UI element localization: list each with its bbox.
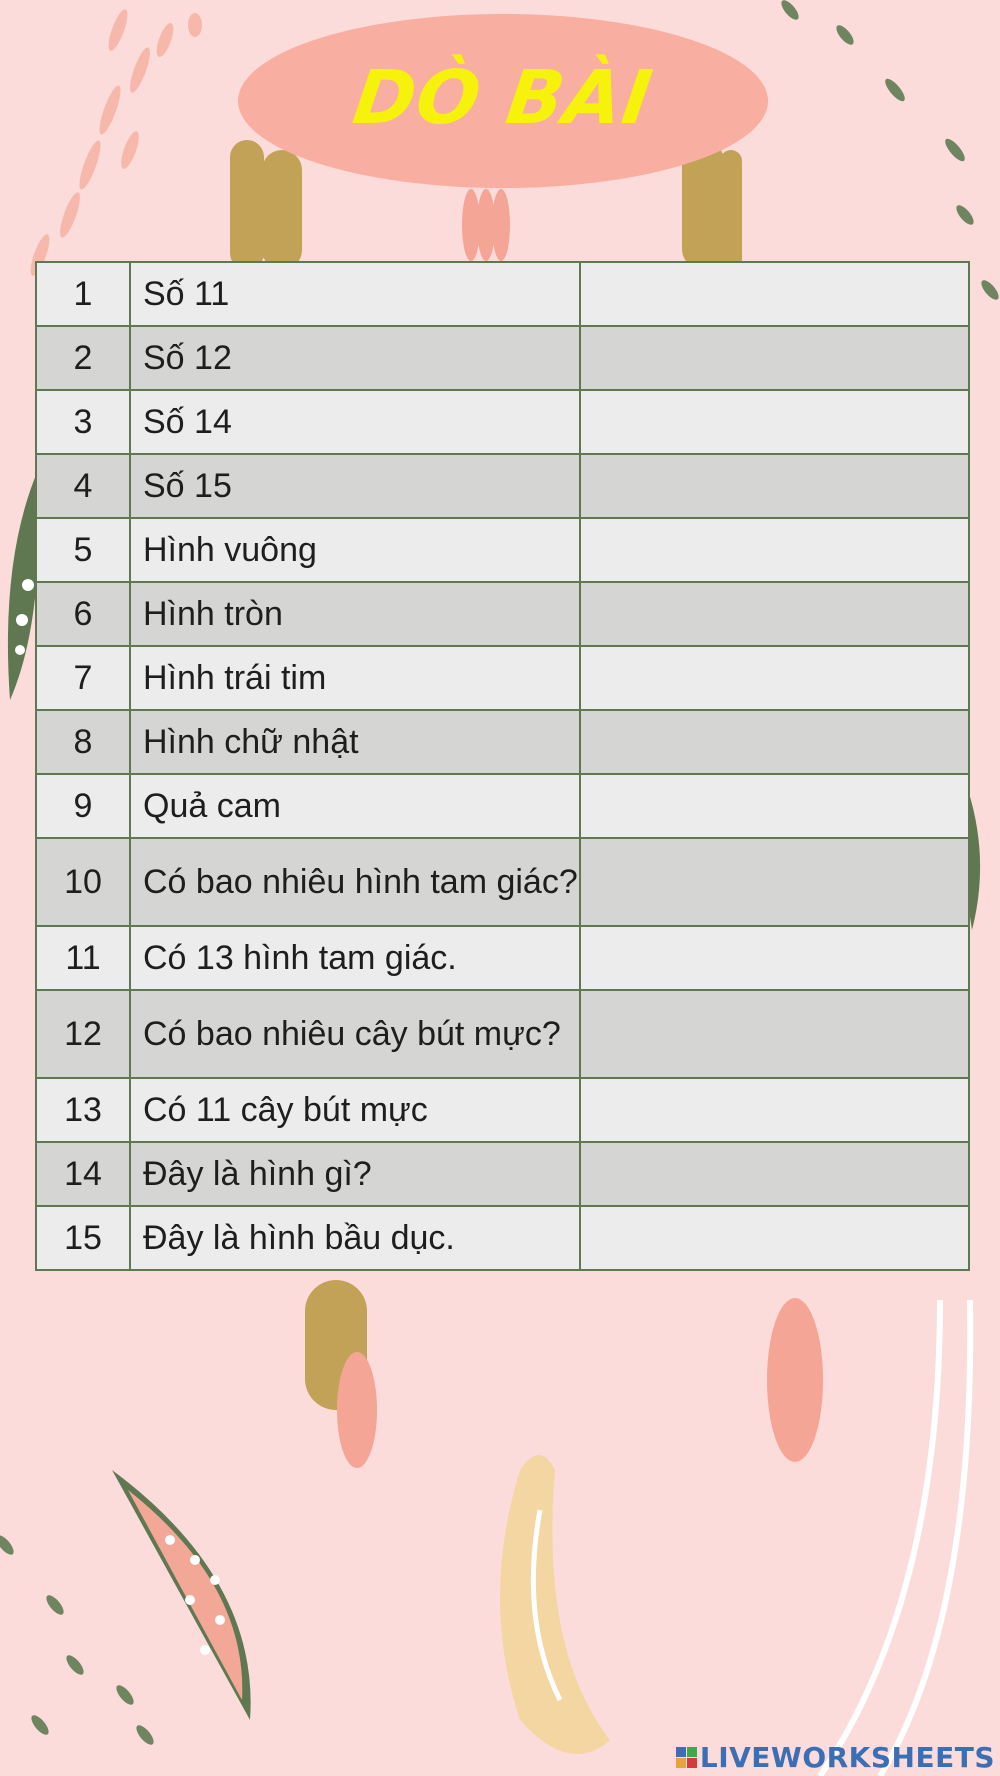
question-cell: Số 12 — [130, 326, 580, 390]
table-row — [36, 774, 969, 838]
answer-cell[interactable] — [580, 710, 969, 774]
table-row — [36, 262, 969, 326]
table-row — [36, 1142, 969, 1206]
table-row — [36, 1078, 969, 1142]
table-row — [36, 390, 969, 454]
answer-cell[interactable] — [580, 1206, 969, 1270]
table-row — [36, 838, 969, 926]
question-cell: Quả cam — [130, 774, 580, 838]
answer-cell[interactable] — [580, 1078, 969, 1142]
answer-cell[interactable] — [580, 990, 969, 1078]
question-cell: Có bao nhiêu hình tam giác? — [130, 838, 580, 926]
question-cell: Hình vuông — [130, 518, 580, 582]
row-number: 11 — [36, 926, 130, 990]
question-cell: Hình trái tim — [130, 646, 580, 710]
footer-brand — [676, 1741, 995, 1774]
answer-cell[interactable] — [580, 1142, 969, 1206]
answer-cell[interactable] — [580, 454, 969, 518]
table-row — [36, 454, 969, 518]
row-number: 1 — [36, 262, 130, 326]
row-number: 6 — [36, 582, 130, 646]
table-row — [36, 326, 969, 390]
question-cell: Có bao nhiêu cây bút mực? — [130, 990, 580, 1078]
row-number: 4 — [36, 454, 130, 518]
question-cell: Đây là hình gì? — [130, 1142, 580, 1206]
question-cell: Số 14 — [130, 390, 580, 454]
table-row — [36, 710, 969, 774]
table-row — [36, 646, 969, 710]
page-title: DÒ BÀI — [348, 55, 658, 141]
row-number: 3 — [36, 390, 130, 454]
question-cell: Đây là hình bầu dục. — [130, 1206, 580, 1270]
table-row — [36, 926, 969, 990]
answer-cell[interactable] — [580, 582, 969, 646]
row-number: 7 — [36, 646, 130, 710]
row-number: 10 — [36, 838, 130, 926]
row-number: 8 — [36, 710, 130, 774]
row-number: 14 — [36, 1142, 130, 1206]
answer-cell[interactable] — [580, 518, 969, 582]
question-cell: Có 11 cây bút mực — [130, 1078, 580, 1142]
table-row — [36, 582, 969, 646]
row-number: 15 — [36, 1206, 130, 1270]
answer-cell[interactable] — [580, 262, 969, 326]
question-cell: Hình chữ nhật — [130, 710, 580, 774]
answer-cell[interactable] — [580, 838, 969, 926]
answer-cell[interactable] — [580, 646, 969, 710]
answer-cell[interactable] — [580, 774, 969, 838]
row-number: 2 — [36, 326, 130, 390]
table-row — [36, 1206, 969, 1270]
row-number: 12 — [36, 990, 130, 1078]
question-cell: Hình tròn — [130, 582, 580, 646]
question-cell: Số 11 — [130, 262, 580, 326]
question-cell: Số 15 — [130, 454, 580, 518]
row-number: 5 — [36, 518, 130, 582]
table-row — [36, 518, 969, 582]
answer-cell[interactable] — [580, 390, 969, 454]
footer-brand-text: LIVEWORKSHEETS — [699, 1741, 995, 1774]
table-row — [36, 990, 969, 1078]
answer-cell[interactable] — [580, 326, 969, 390]
row-number: 13 — [36, 1078, 130, 1142]
quiz-table — [35, 261, 970, 1271]
question-cell: Có 13 hình tam giác. — [130, 926, 580, 990]
row-number: 9 — [36, 774, 130, 838]
liveworksheets-logo-icon — [676, 1747, 697, 1768]
answer-cell[interactable] — [580, 926, 969, 990]
